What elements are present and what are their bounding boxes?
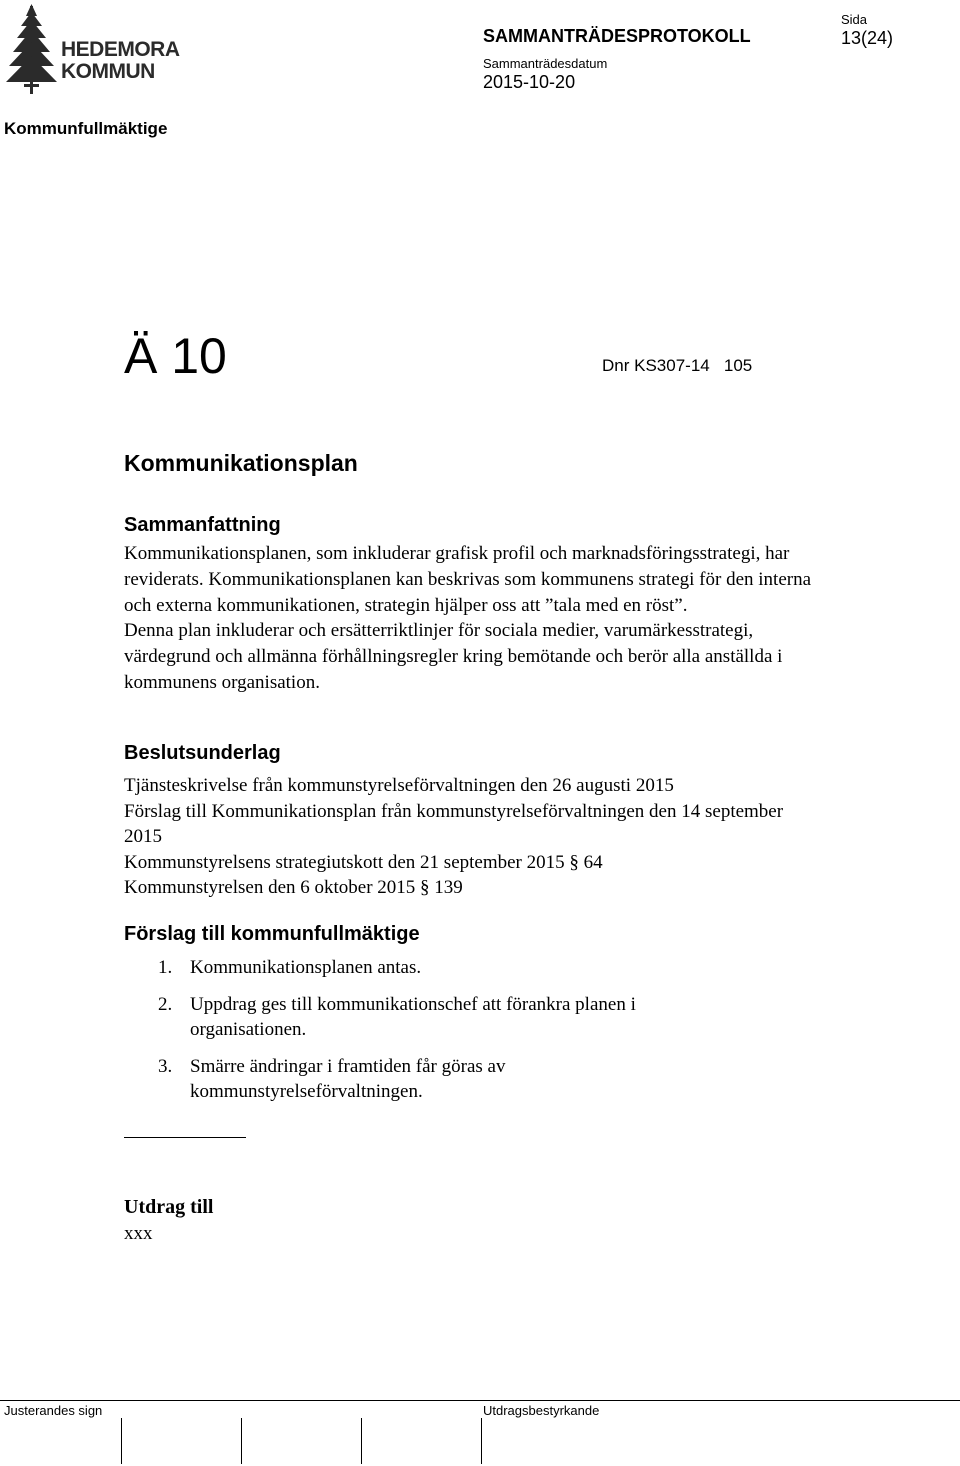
item-title: Kommunikationsplan xyxy=(124,450,358,476)
proposal-item xyxy=(124,955,710,981)
proposal-item xyxy=(124,1054,630,1105)
signature-box-divider xyxy=(361,1418,362,1464)
signature-box-divider xyxy=(121,1418,122,1464)
proposal-item-text: Kommunikationsplanen antas. xyxy=(190,957,422,978)
proposal-item-number: 2. xyxy=(158,993,173,1015)
meeting-date-label: Sammanträdesdatum xyxy=(483,56,608,71)
proposal-heading: Förslag till kommunfullmäktige xyxy=(124,923,420,945)
extract-heading: Utdrag till xyxy=(124,1196,214,1218)
page-number: 13(24) xyxy=(841,28,894,48)
summary-text xyxy=(124,541,824,696)
page-label: Sida xyxy=(841,12,868,27)
extract-recipients: xxx xyxy=(124,1223,153,1244)
registration-number: Dnr KS307-14 105 xyxy=(602,356,753,375)
proposal-item xyxy=(124,992,710,1043)
basis-item: Tjänsteskrivelse från kommunstyrelseförvaltningen den 26 augusti 2015 xyxy=(124,775,674,796)
basis-item: Kommunstyrelsen den 6 oktober 2015 § 139 xyxy=(124,877,463,898)
hedemora-kommun-logo xyxy=(4,2,180,98)
proposal-item-text: Smärre ändringar i framtiden får göras av kommunstyrelseförvaltningen. xyxy=(190,1055,506,1102)
body-name: Kommunfullmäktige xyxy=(4,119,168,138)
footer-label-certification: Utdragsbestyrkande xyxy=(483,1403,600,1418)
signature-box-divider xyxy=(241,1418,242,1464)
logo-text-hedemora: HEDEMORA xyxy=(61,38,180,61)
footer-divider xyxy=(0,1400,960,1401)
item-number: Ä 10 xyxy=(124,328,227,384)
summary-paragraph: Kommunikationsplanen, som inkluderar grafisk profil och marknadsföringsstrategi, har reviderats. Kommunikationsplanen kan beskrivas som kommunens strategi för den interna och externa kommunikationen, strategin hjälper oss att ”tala med en röst”. xyxy=(124,543,812,616)
divider xyxy=(124,1137,246,1138)
summary-heading: Sammanfattning xyxy=(124,514,281,536)
basis-item: Kommunstyrelsens strategiutskott den 21 september 2015 § 64 xyxy=(124,851,603,873)
basis-item: Förslag till Kommunikationsplan från kommunstyrelseförvaltningen den 14 september 2015 xyxy=(124,800,784,847)
proposal-item-number: 3. xyxy=(158,1055,173,1077)
meeting-date: 2015-10-20 xyxy=(483,72,576,92)
signature-box-divider xyxy=(481,1418,482,1464)
proposal-item-text: Uppdrag ges till kommunikationschef att förankra planen i organisationen. xyxy=(190,993,636,1040)
basis-list xyxy=(124,773,844,901)
document-type: SAMMANTRÄDESPROTOKOLL xyxy=(483,26,751,46)
footer-label-signatures: Justerandes sign xyxy=(4,1403,103,1418)
logo-text-kommun: KOMMUN xyxy=(61,60,155,83)
proposal-item-number: 1. xyxy=(158,957,173,978)
basis-heading: Beslutsunderlag xyxy=(124,742,281,764)
proposal-list xyxy=(124,955,824,1116)
summary-paragraph: Denna plan inkluderar och ersätterriktlinjer för sociala medier, varumärkesstrategi, värdegrund och allmänna förhållningsregler kring bemötande och berör alla anställda i kommunens organisation. xyxy=(124,620,783,693)
